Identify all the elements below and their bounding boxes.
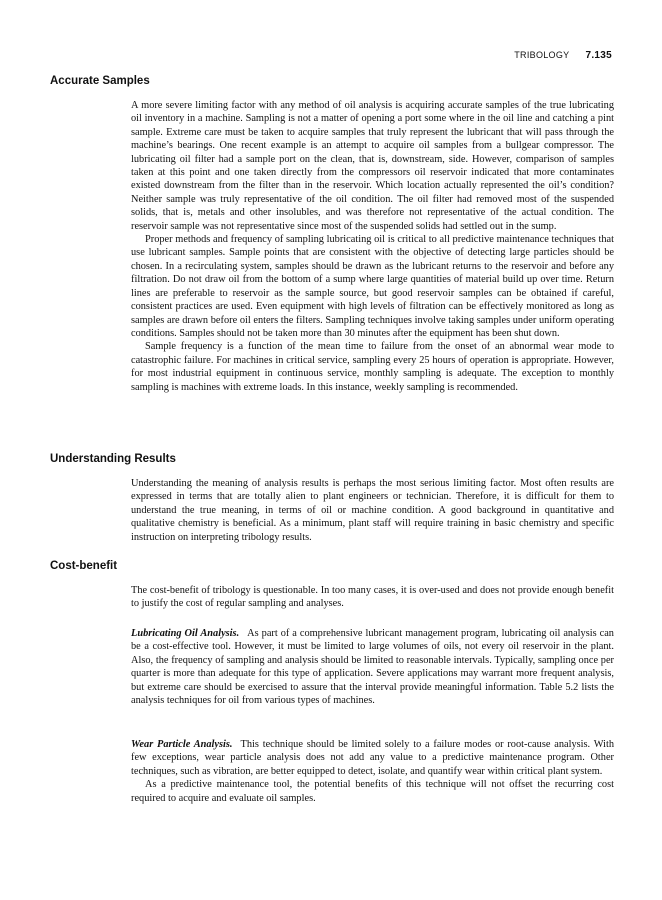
- paragraph: A more severe limiting factor with any method of oil analysis is acquiring accurate samples of the true lubricating oil inventory in a machine. Sampling is not a matter of opening a port some where in the oil line and catching a pint sample. Extreme care must be taken to acquire samples that truly represent the lubricant that will pass through the machine’s bearings. One recent example is an attempt to acquire oil samples from a bullgear compressor. The lubricating oil filter had a sample port on the clean, that is, downstream, side. However, comparison of samples taken at this point and one taken directly from the compressors oil reservoir indicated that more contaminates existed downstream from the filter than in the reservoir. Which location actually represented the oil’s condition? Neither sample was truly representative of the oil condition. The oil filter had removed most of the suspended solids, that is, metals and other insolubles, and was therefore not representative of the actual condition. The reservoir sample was not representative since most of the suspended solids had settled out in the sump.: [131, 100, 614, 232]
- subsection-lubricating-oil-analysis: [131, 627, 614, 707]
- paragraph: [131, 627, 614, 707]
- paragraph: Understanding the meaning of analysis results is perhaps the most serious limiting factor. Most often results are expressed in terms that are totally alien to plant engineers or technician. Therefore, it is difficult for them to understand the true meaning, in terms of oil or machine condition. A good background in quantitative and qualitative chemistry is beneficial. As a minimum, plant staff will require training in basic chemistry and specific instruction on interpreting tribology results.: [131, 478, 614, 543]
- paragraph: As a predictive maintenance tool, the potential benefits of this technique will not offset the recurring cost required to acquire and evaluate oil samples.: [131, 779, 614, 804]
- page-number: 7.135: [585, 50, 612, 61]
- paragraph: [131, 738, 614, 778]
- heading-accurate-samples: Accurate Samples: [50, 75, 150, 87]
- heading-cost-benefit: Cost-benefit: [50, 560, 118, 572]
- section-understanding-results-body: [131, 477, 614, 544]
- running-head: [514, 50, 612, 61]
- section-accurate-samples-body: [131, 99, 614, 394]
- section-cost-benefit-intro: [131, 584, 614, 611]
- heading-understanding-results: Understanding Results: [50, 453, 176, 465]
- subsection-wear-particle-analysis: [131, 738, 614, 805]
- run-in-heading-lubricating-oil-analysis: Lubricating Oil Analysis.: [131, 628, 240, 639]
- paragraph-text: This technique should be limited solely to a failure modes or root-cause analysis. With few exceptions, wear particle analysis does not add any value to a predictive maintenance program. Other techniques, such as vibration, are better equipped to detect, isolate, and quantify wear within critical plant system.: [131, 739, 614, 777]
- run-in-heading-wear-particle-analysis: Wear Particle Analysis.: [131, 739, 233, 750]
- running-head-title: TRIBOLOGY: [514, 50, 570, 60]
- paragraph: The cost-benefit of tribology is questionable. In too many cases, it is over-used and does not provide enough benefit to justify the cost of regular sampling and analyses.: [131, 585, 614, 610]
- paragraph-text: As part of a comprehensive lubricant management program, lubricating oil analysis can be a cost-effective tool. However, it must be limited to large volumes of oils, not every oil reservoir in the plant. Also, the frequency of sampling and analysis should be limited to reasonable intervals. Typically, sampling once per quarter is more than adequate for this type of application. Severe applications may warrant more frequent analysis, but extreme care should be exercised to assure that the interval provide meaningful information. Table 5.2 lists the analysis techniques for oil from various types of machines.: [131, 628, 614, 707]
- paragraph: Proper methods and frequency of sampling lubricating oil is critical to all predictive maintenance techniques that use lubricant samples. Sample points that are consistent with the objective of detecting large particles should be chosen. In a recirculating system, samples should be drawn as the lubricant returns to the reservoir and before any filtration. Do not draw oil from the bottom of a sump where large quantities of material build up over time. Return lines are preferable to reservoir as the sample source, but good reservoir samples can be obtained if careful, consistent practices are used. Even equipment with high levels of filtration can be effectively monitored as long as samples are drawn before oil enters the filters. Sampling techniques involve taking samples under uniform operating conditions. Samples should not be taken more than 30 minutes after the equipment has been shut down.: [131, 234, 614, 339]
- paragraph: Sample frequency is a function of the mean time to failure from the onset of an abnormal wear mode to catastrophic failure. For machines in critical service, sampling every 25 hours of operation is appropriate. However, for most industrial equipment in continuous service, monthly sampling is adequate. The exception to monthly sampling is machines with extreme loads. In this instance, weekly sampling is recommended.: [131, 341, 614, 393]
